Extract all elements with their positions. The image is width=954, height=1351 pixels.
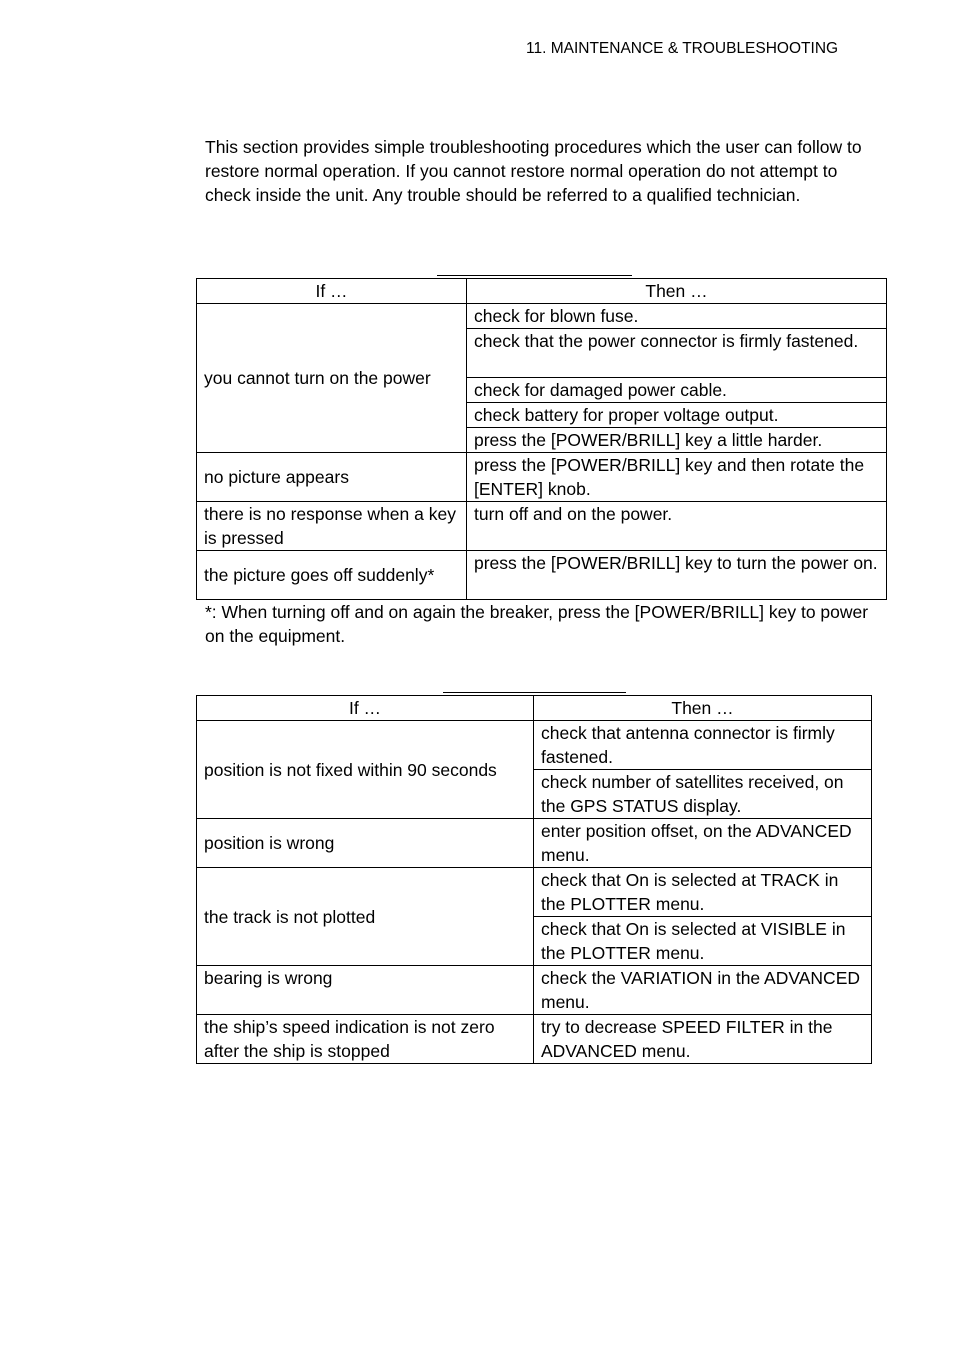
header-if: If … <box>197 279 467 304</box>
header-then: Then … <box>467 279 887 304</box>
table-row <box>197 868 872 917</box>
table-row <box>197 819 872 868</box>
remedy-cell: check the VARIATION in the ADVANCED menu. <box>534 966 872 1015</box>
remedy-cell: press the [POWER/BRILL] key and then rotate the [ENTER] knob. <box>467 453 887 502</box>
table-header-row <box>197 696 872 721</box>
condition-cell: the picture goes off suddenly* <box>197 551 467 600</box>
table-row <box>197 1015 872 1064</box>
header-then: Then … <box>534 696 872 721</box>
condition-cell: position is not fixed within 90 seconds <box>197 721 534 819</box>
condition-cell: you cannot turn on the power <box>197 304 467 453</box>
remedy-cell: check for damaged power cable. <box>467 378 887 403</box>
remedy-cell: check number of satellites received, on the GPS STATUS display. <box>534 770 872 819</box>
intro-paragraph: This section provides simple troubleshooting procedures which the user can follow to restore normal operation. If you cannot restore normal operation do not attempt to check inside the unit. Any trouble should be referred to a qualified technician. <box>205 137 862 205</box>
condition-cell: position is wrong <box>197 819 534 868</box>
general-troubleshooting-table <box>196 278 887 600</box>
remedy-cell: check that antenna connector is firmly fastened. <box>534 721 872 770</box>
chapter-header: 11. MAINTENANCE & TROUBLESHOOTING <box>526 40 839 57</box>
remedy-cell: try to decrease SPEED FILTER in the ADVANCED menu. <box>534 1015 872 1064</box>
table-row <box>197 502 887 551</box>
table-row <box>197 304 887 329</box>
table-row <box>197 721 872 770</box>
remedy-cell: turn off and on the power. <box>467 502 887 551</box>
remedy-cell: check that On is selected at VISIBLE in the PLOTTER menu. <box>534 917 872 966</box>
remedy-cell: press the [POWER/BRILL] key a little harder. <box>467 428 887 453</box>
remedy-cell: check that On is selected at TRACK in the PLOTTER menu. <box>534 868 872 917</box>
remedy-cell: check that the power connector is firmly fastened. <box>467 329 887 378</box>
condition-cell: the track is not plotted <box>197 868 534 966</box>
condition-cell: no picture appears <box>197 453 467 502</box>
table-header-row <box>197 279 887 304</box>
table1-title-rule <box>437 275 632 276</box>
condition-cell: there is no response when a key is pressed <box>197 502 467 551</box>
gps-troubleshooting-table <box>196 695 872 1064</box>
condition-cell: bearing is wrong <box>197 966 534 1015</box>
remedy-cell: check battery for proper voltage output. <box>467 403 887 428</box>
table-row <box>197 966 872 1015</box>
table-row <box>197 551 887 600</box>
remedy-cell: enter position offset, on the ADVANCED menu. <box>534 819 872 868</box>
table-row <box>197 453 887 502</box>
condition-cell: the ship’s speed indication is not zero after the ship is stopped <box>197 1015 534 1064</box>
table1-footnote: *: When turning off and on again the breaker, press the [POWER/BRILL] key to power on the equipment. <box>205 602 869 646</box>
table2-title-rule <box>443 692 626 693</box>
remedy-cell: check for blown fuse. <box>467 304 887 329</box>
remedy-cell: press the [POWER/BRILL] key to turn the power on. <box>467 551 887 600</box>
header-if: If … <box>197 696 534 721</box>
